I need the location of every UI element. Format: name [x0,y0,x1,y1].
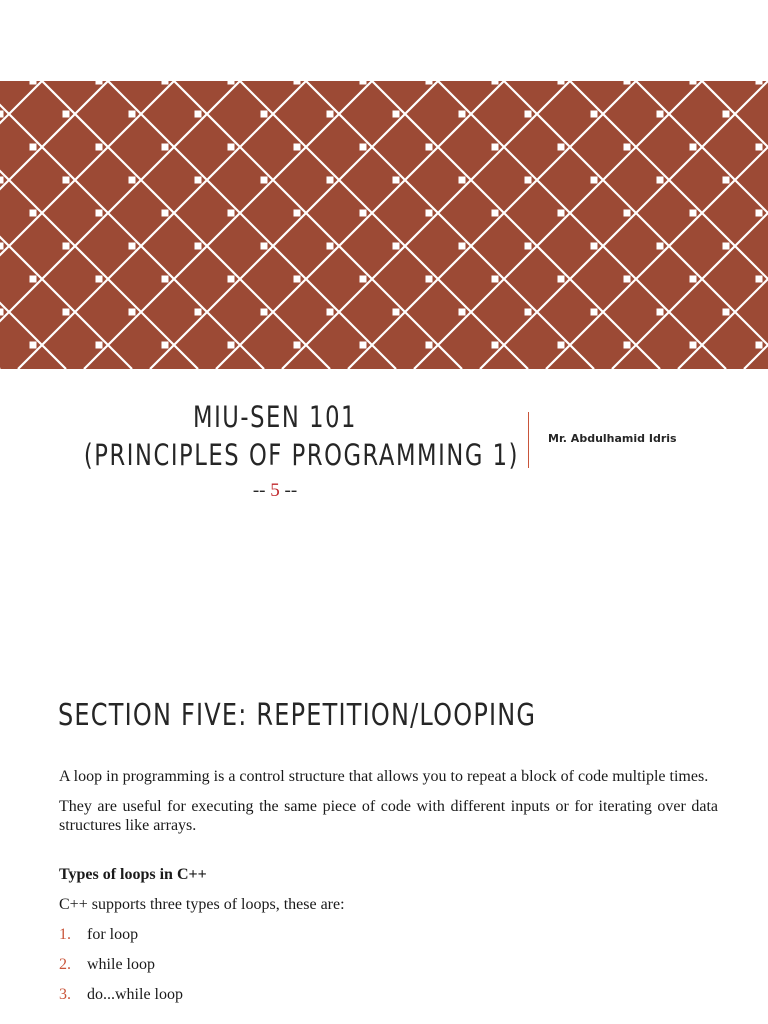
course-name: (PRINCIPLES OF PROGRAMMING 1) [83,438,519,472]
slide-number-prefix: -- [252,480,271,501]
vertical-divider [528,412,529,468]
list-number: 3. [59,986,71,1003]
section-body [59,767,718,1015]
author-name: Mr. Abdulhamid Idris [548,432,677,445]
list-text: while loop [87,956,155,973]
subheading: Types of loops in C++ [59,866,207,883]
paragraph-1: A loop in programming is a control structure that allows you to repeat a block of code multiple times. [59,768,709,785]
loop-types-list [59,925,718,1004]
course-title [83,398,519,474]
paragraph-2: They are useful for executing the same piece of code with different inputs or for iterating over data structures like arrays. [59,798,718,834]
course-code: MIU-SEN 101 [192,400,357,434]
list-text: do...while loop [87,986,183,1003]
slide-number-value: 5 [270,480,280,501]
slide-number [30,480,520,502]
list-item [59,985,718,1004]
list-item [59,925,718,944]
section-heading: SECTION FIVE: REPETITION/LOOPING [58,698,537,733]
list-number: 1. [59,926,71,943]
list-item [59,955,718,974]
slide-number-suffix: -- [279,480,298,501]
title-block [30,398,520,502]
list-text: for loop [87,926,139,943]
diamond-pattern [0,81,768,369]
pattern-banner [0,81,768,369]
list-intro: C++ supports three types of loops, these are: [59,896,345,913]
list-number: 2. [59,956,71,973]
